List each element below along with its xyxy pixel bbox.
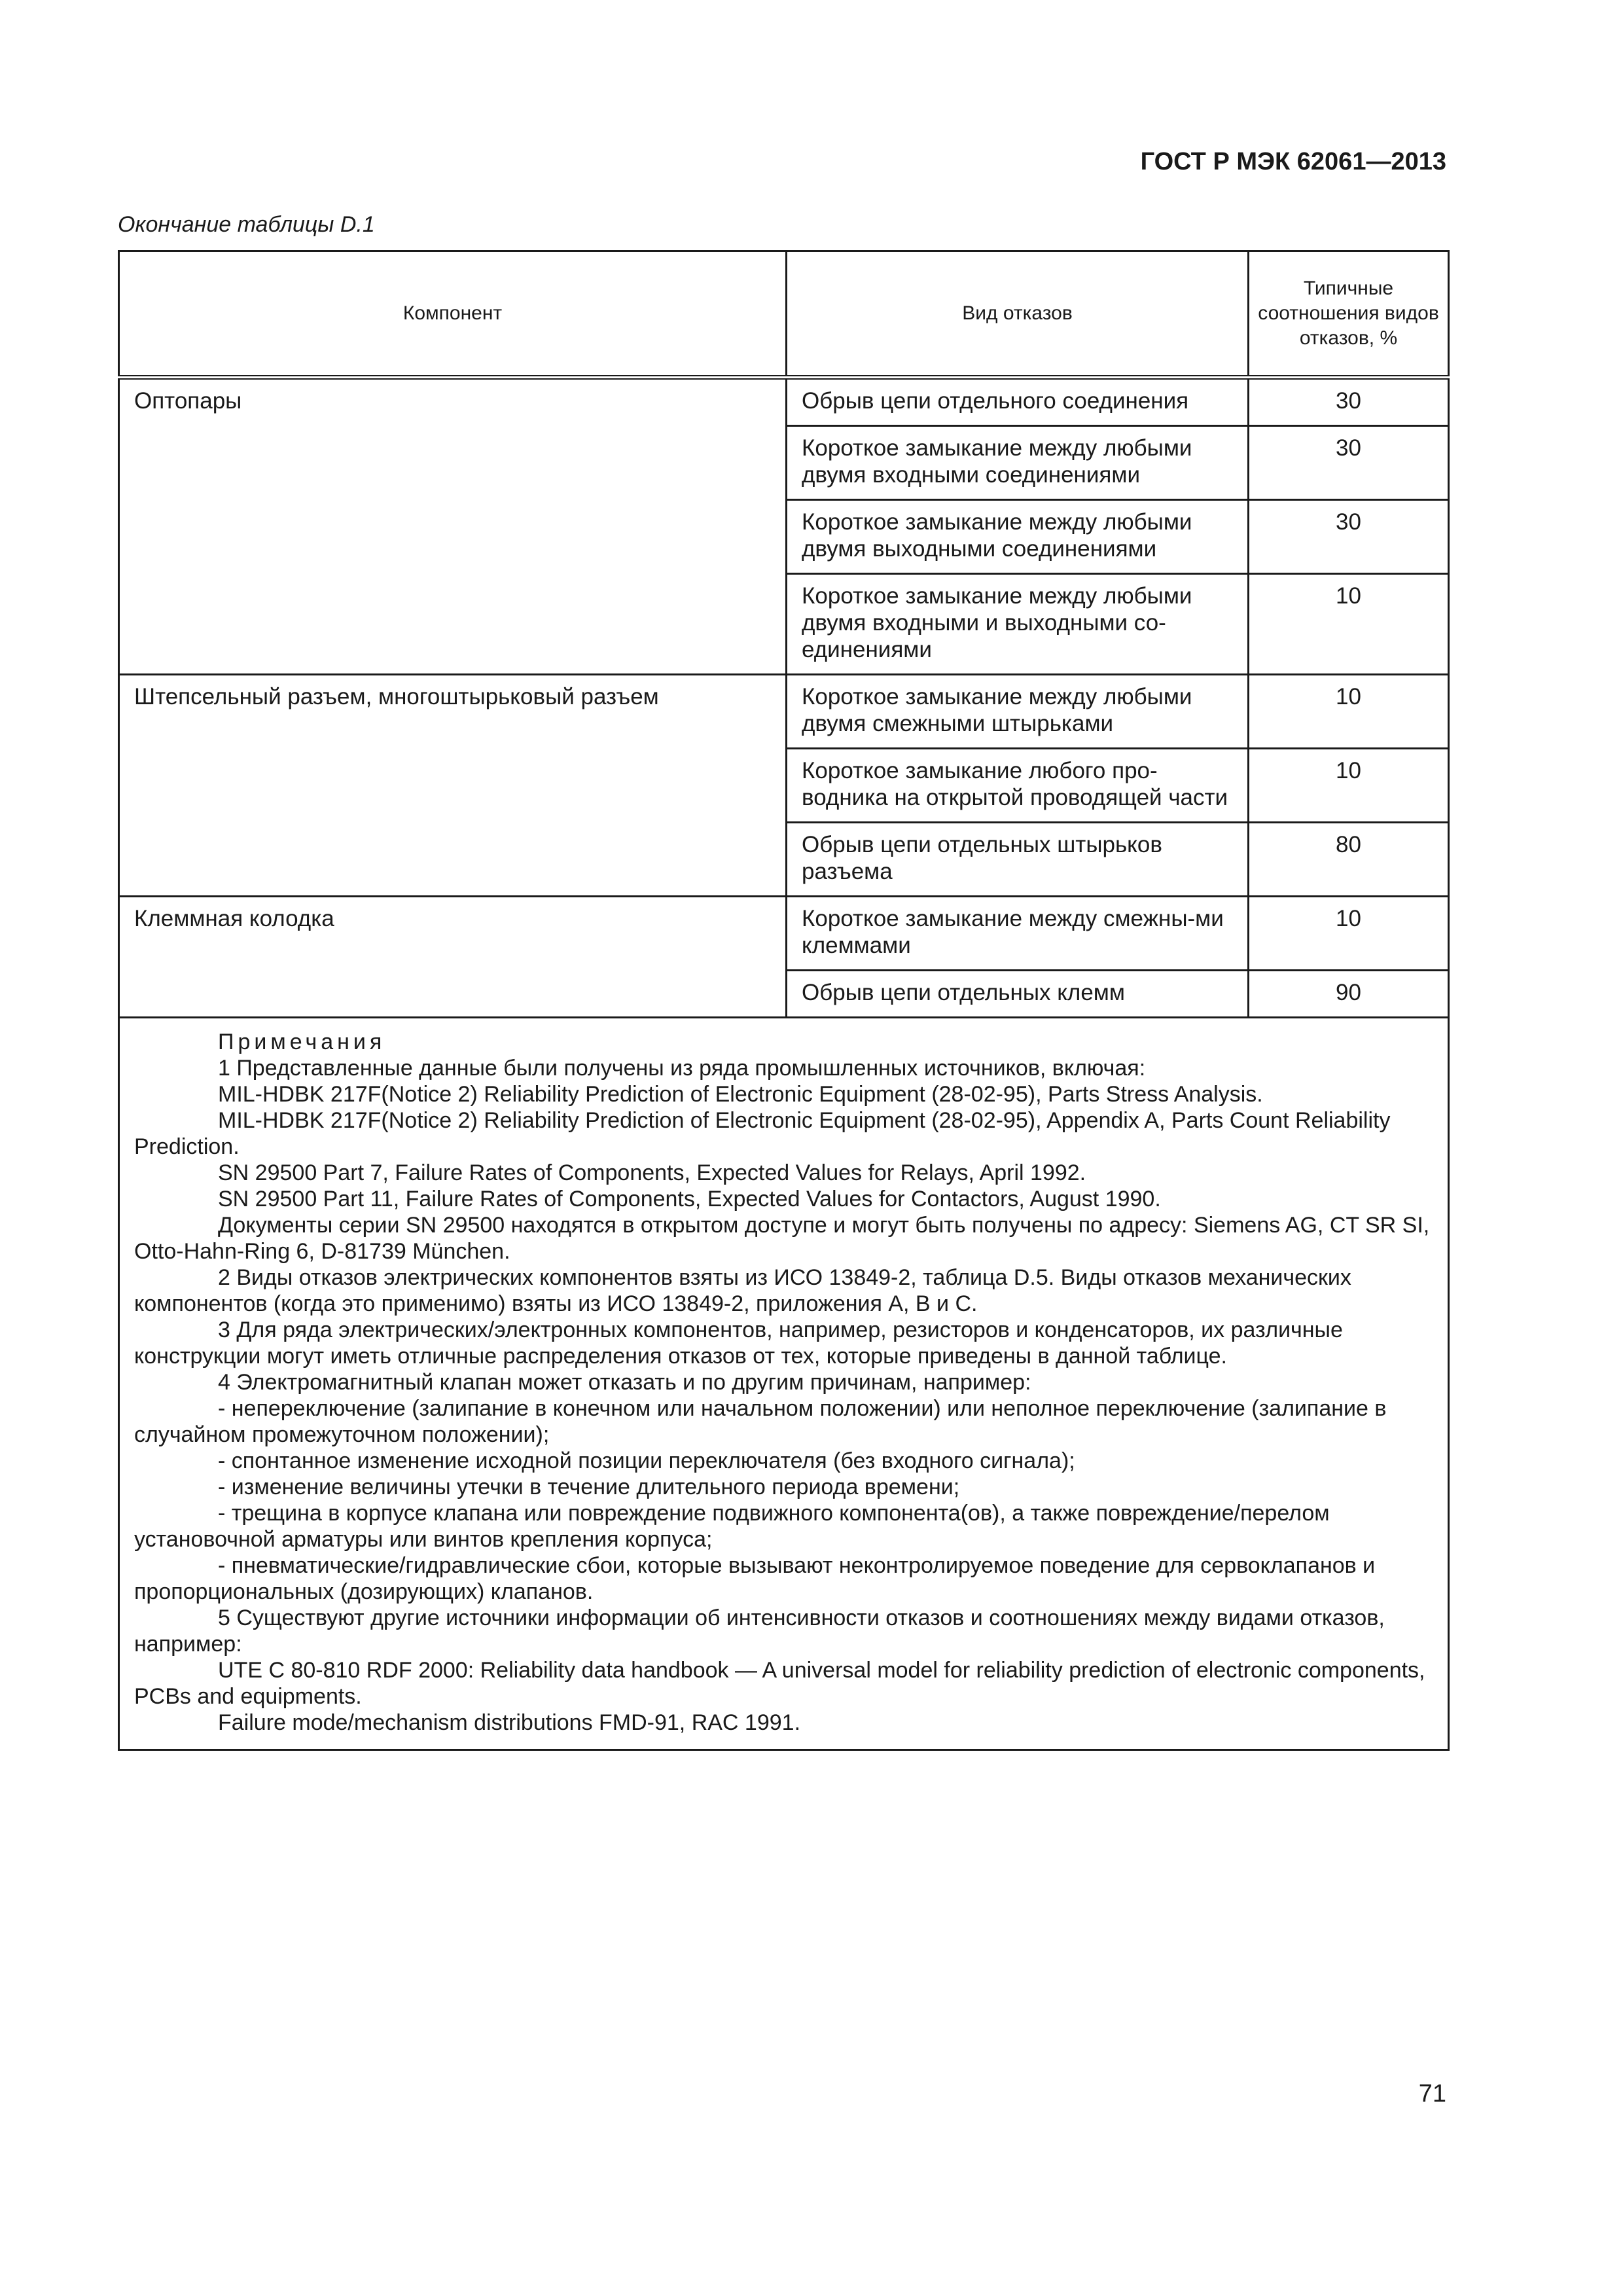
ratio-cell: 10 bbox=[1249, 749, 1449, 823]
notes-heading: Примечания bbox=[218, 1030, 386, 1054]
note-line: Документы серии SN 29500 находятся в открытом доступе и могут быть получены по адресу: Siemens AG, CT SR SI, Otto-Hahn-Ring 6, D-81739 München. bbox=[134, 1213, 1430, 1264]
ratio-cell: 30 bbox=[1249, 378, 1449, 426]
notes-cell bbox=[119, 1018, 1449, 1750]
column-header-ratio: Типичные соотношения видов отказов, % bbox=[1249, 251, 1449, 378]
ratio-cell: 10 bbox=[1249, 574, 1449, 675]
page-number: 71 bbox=[1418, 2080, 1446, 2108]
table-row bbox=[119, 675, 1449, 749]
ratio-cell: 30 bbox=[1249, 426, 1449, 500]
component-cell: Оптопары bbox=[119, 378, 787, 675]
note-line: 1 Представленные данные были получены из ряда промышленных источников, включая: bbox=[218, 1056, 1146, 1081]
notes-body bbox=[134, 1055, 1433, 1736]
note-line: MIL-HDBK 217F(Notice 2) Reliability Prediction of Electronic Equipment (28-02-95), Appendix A, Parts Count Reliability Prediction. bbox=[134, 1108, 1391, 1159]
ratio-cell: 10 bbox=[1249, 675, 1449, 749]
failure-mode-cell: Короткое замыкание между любыми двумя входными соединениями bbox=[787, 426, 1249, 500]
table-row bbox=[119, 897, 1449, 971]
failure-mode-cell: Обрыв цепи отдельных клемм bbox=[787, 971, 1249, 1018]
table-row bbox=[119, 378, 1449, 426]
note-line: - изменение величины утечки в течение длительного периода времени; bbox=[218, 1475, 960, 1499]
table-header-row bbox=[119, 251, 1449, 378]
document-header: ГОСТ Р МЭК 62061—2013 bbox=[1140, 148, 1446, 175]
note-line: - трещина в корпусе клапана или повреждение подвижного компонента(ов), а также повреждение/перелом установочной арматуры или винтов крепления корпуса; bbox=[134, 1501, 1330, 1552]
failure-mode-cell: Короткое замыкание любого про-водника на открытой проводящей части bbox=[787, 749, 1249, 823]
ratio-cell: 80 bbox=[1249, 823, 1449, 897]
ratio-cell: 30 bbox=[1249, 500, 1449, 574]
table-caption: Окончание таблицы D.1 bbox=[118, 212, 375, 237]
note-line: SN 29500 Part 11, Failure Rates of Components, Expected Values for Contactors, August 1990. bbox=[218, 1187, 1161, 1211]
column-header-failure-mode: Вид отказов bbox=[787, 251, 1249, 378]
note-line: - пневматические/гидравлические сбои, которые вызывают неконтролируемое поведение для сервоклапанов и пропорциональных (дозирующих) клапанов. bbox=[134, 1553, 1376, 1604]
note-line: MIL-HDBK 217F(Notice 2) Reliability Prediction of Electronic Equipment (28-02-95), Parts Stress Analysis. bbox=[218, 1082, 1263, 1107]
note-line: 4 Электромагнитный клапан может отказать и по другим причинам, например: bbox=[218, 1370, 1031, 1395]
failure-mode-cell: Короткое замыкание между любыми двумя входными и выходными со-единениями bbox=[787, 574, 1249, 675]
ratio-cell: 90 bbox=[1249, 971, 1449, 1018]
note-line: SN 29500 Part 7, Failure Rates of Components, Expected Values for Relays, April 1992. bbox=[218, 1160, 1086, 1185]
component-cell: Клеммная колодка bbox=[119, 897, 787, 1018]
failure-mode-cell: Обрыв цепи отдельного соединения bbox=[787, 378, 1249, 426]
note-line: 2 Виды отказов электрических компонентов взяты из ИСО 13849-2, таблица D.5. Виды отказов механических компонентов (когда это применимо) взяты из ИСО 13849-2, приложения A, B и C. bbox=[134, 1265, 1351, 1316]
note-line: - непереключение (залипание в конечном или начальном положении) или неполное переключение (залипание в случайном промежуточном положении); bbox=[134, 1396, 1387, 1447]
column-header-component: Компонент bbox=[119, 251, 787, 378]
note-line: - спонтанное изменение исходной позиции переключателя (без входного сигнала); bbox=[218, 1448, 1075, 1473]
failure-mode-cell: Короткое замыкание между любыми двумя смежными штырьками bbox=[787, 675, 1249, 749]
failure-mode-cell: Короткое замыкание между смежны-ми клеммами bbox=[787, 897, 1249, 971]
note-line: Failure mode/mechanism distributions FMD-91, RAC 1991. bbox=[218, 1710, 801, 1735]
failure-mode-cell: Обрыв цепи отдельных штырьков разъема bbox=[787, 823, 1249, 897]
component-cell: Штепсельный разъем, многоштырьковый разъем bbox=[119, 675, 787, 897]
note-line: UTE C 80-810 RDF 2000: Reliability data handbook — A universal model for reliability prediction of electronic components, PCBs and equipments. bbox=[134, 1658, 1425, 1709]
failure-mode-cell: Короткое замыкание между любыми двумя выходными соединениями bbox=[787, 500, 1249, 574]
ratio-cell: 10 bbox=[1249, 897, 1449, 971]
note-line: 3 Для ряда электрических/электронных компонентов, например, резисторов и конденсаторов, их различные конструкции могут иметь отличные распределения отказов от тех, которые приведены в данной таблице. bbox=[134, 1318, 1343, 1369]
notes-row bbox=[119, 1018, 1449, 1750]
failure-modes-table bbox=[118, 250, 1450, 1751]
note-line: 5 Существуют другие источники информации об интенсивности отказов и соотношениях между видами отказов, например: bbox=[134, 1605, 1385, 1657]
